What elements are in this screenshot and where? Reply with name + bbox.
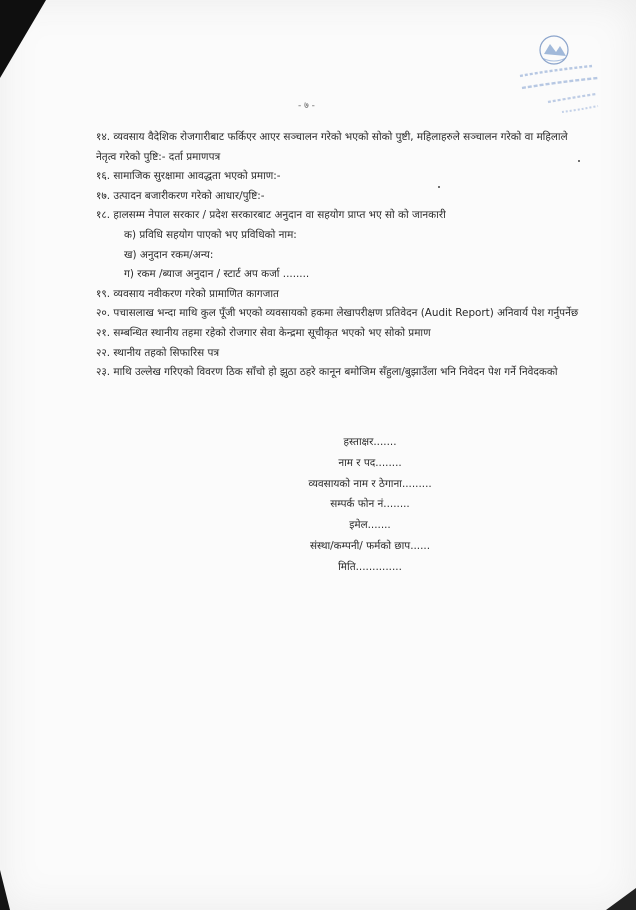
scan-shadow-bottom-right	[606, 888, 636, 910]
document-body	[96, 128, 584, 383]
date-field: मिति..............	[338, 560, 402, 573]
item-18-b: ख) अनुदान रकम/अन्य:	[124, 248, 214, 261]
scan-speck	[578, 160, 580, 162]
item-22: २२. स्थानीय तहको सिफारिस पत्र	[96, 346, 220, 359]
item-17: १७. उत्पादन बजारीकरण गरेको आधार/पुष्टि:-	[96, 189, 265, 202]
item-20: २०. पचासलाख भन्दा माथि कुल पूँजी भएको व्यवसायको हकमा लेखापरीक्षण प्रतिवेदन (Audit Report) अनिवार्य पेश गर्नुपर्नेछ	[96, 307, 579, 320]
signature-field: हस्ताक्षर.......	[343, 436, 397, 448]
item-18: १८. हालसम्म नेपाल सरकार / प्रदेश सरकारबाट अनुदान वा सहयोग प्राप्त भए सो को जानकारी	[96, 209, 446, 222]
scan-shadow-bottom-left	[0, 870, 10, 910]
item-18-a: क) प्रविधि सहयोग पाएको भए प्रविधिको नाम:	[124, 228, 297, 241]
item-14: १४. व्यवसाय वैदेशिक रोजगारीबाट फर्किएर आएर सञ्चालन गरेको भएको सोको पुष्टी, महिलाहरुले सञ्चालन गरेको वा महिलाले नेतृत्व गरेको पुष्टि:- दर्ता प्रमाणपत्र	[96, 131, 568, 163]
item-16: १६. सामाजिक सुरक्षामा आवद्धता भएको प्रमाण:-	[96, 170, 281, 183]
email-field: इमेल.......	[349, 519, 391, 532]
office-seal-logo	[512, 30, 608, 120]
signature-block	[250, 432, 490, 578]
phone-field: सम्पर्क फोन नं........	[330, 498, 410, 511]
page-number: - ७ -	[298, 101, 315, 111]
name-post-field: नाम र पद........	[338, 456, 402, 469]
item-21: २१. सम्बन्धित स्थानीय तहमा रहेको रोजगार सेवा केन्द्रमा सूचीकृत भएको भए सोको प्रमाण	[96, 326, 431, 339]
item-19: १९. व्यवसाय नवीकरण गरेको प्रामाणित कागजात	[96, 287, 279, 300]
item-23: २३. माथि उल्लेख गरिएको विवरण ठिक साँचो हो झुठा ठहरे कानून बमोजिम सँहुला/बुझाउँला भनि निवेदन पेश गर्ने निवेदकको	[96, 366, 558, 379]
business-name-address-field: व्यवसायको नाम र ठेगाना.........	[308, 477, 432, 490]
item-18-c: ग) रकम /ब्याज अनुदान / स्टार्ट अप कर्जा ........	[124, 268, 310, 281]
scan-speck	[438, 186, 440, 188]
stamp-field: संस्था/कम्पनी/ फर्मको छाप......	[309, 539, 431, 552]
scan-shadow-top-left	[0, 0, 46, 78]
